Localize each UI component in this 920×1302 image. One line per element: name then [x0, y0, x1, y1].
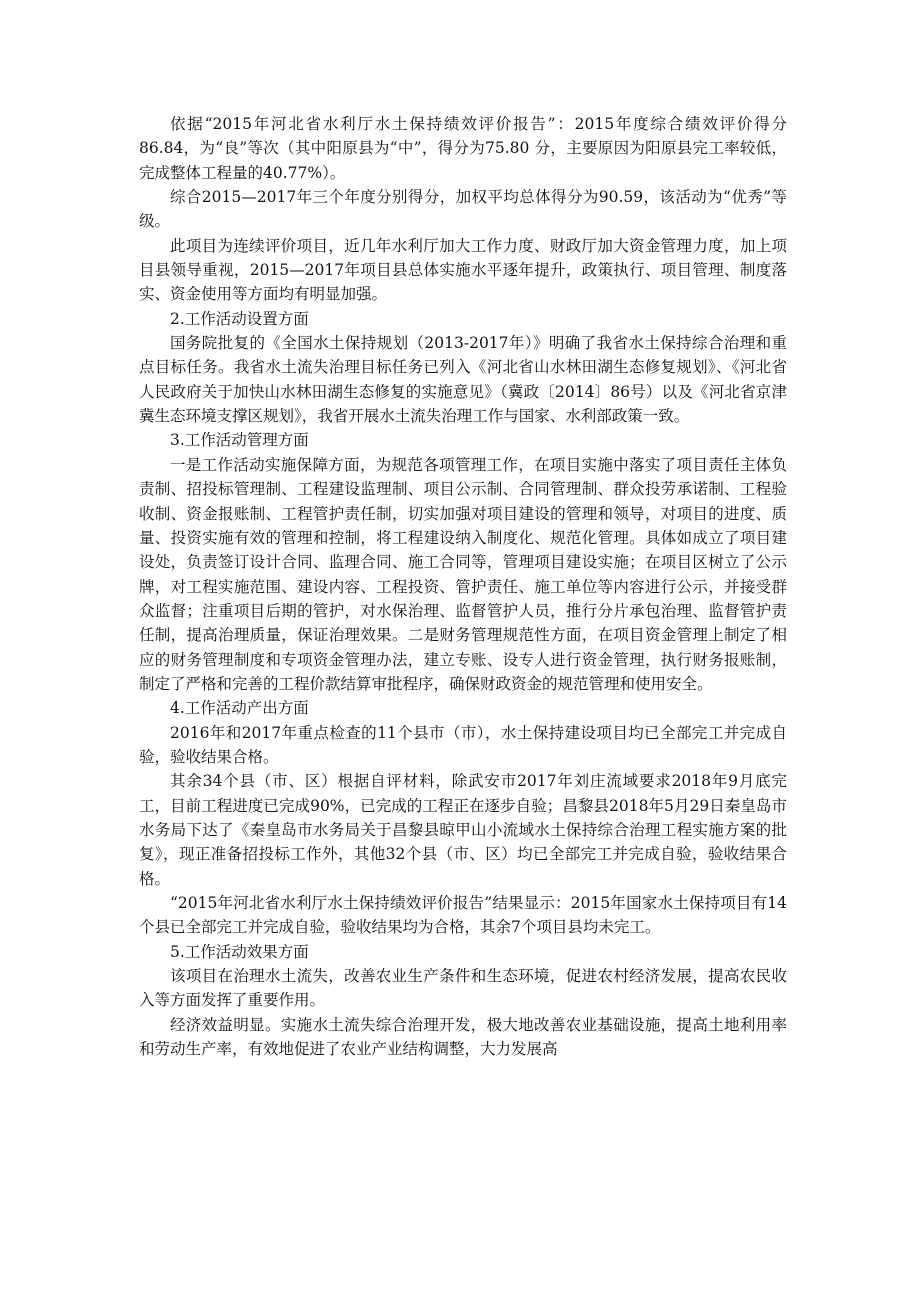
document-body: [139, 112, 787, 1061]
section-heading-activity-setup: 2.工作活动设置方面: [170, 309, 309, 328]
paragraph-activity-management: 一是工作活动实施保障方面，为规范各项管理工作，在项目实施中落实了项目责任主体负责制、招投标管理制、工程建设监理制、项目公示制、合同管理制、群众投劳承诺制、工程验收制、资金报账制、工程管护责任制，切实加强对项目建设的管理和领导，对项目的进度、质量、投资实施有效的管理和控制，将工程建设纳入制度化、规范化管理。具体如成立了项目建设处，负责签订设计合同、监理合同、施工合同等，管理项目建设实施；在项目区树立了公示牌，对工程实施范围、建设内容、工程投资、管护责任、施工单位等内容进行公示，并接受群众监督；注重项目后期的管护，对水保治理、监督管护人员，推行分片承包治理、监督管护责任制，提高治理质量，保证治理效果。二是财务管理规范性方面，在项目资金管理上制定了相应的财务管理制度和专项资金管理办法，建立专账、设专人进行资金管理，执行财务报账制，制定了严格和完善的工程价款结算审批程序，确保财政资金的规范管理和使用安全。: [139, 455, 787, 693]
paragraph-2015-report-result: “2015年河北省水利厅水土保持绩效评价报告”结果显示：2015年国家水土保持项目有14个县已全部完工并完成自验，验收结果均为合格，其余7个项目县均未完工。: [139, 894, 787, 937]
paragraph-economic-benefit: 经济效益明显。实施水土流失综合治理开发，极大地改善农业基础设施，提高土地利用率和劳动生产率，有效地促进了农业产业结构调整，大力发展高: [139, 1015, 787, 1059]
section-heading-activity-management: 3.工作活动管理方面: [170, 431, 309, 450]
paragraph-key-inspection: 2016年和2017年重点检查的11个县市（市），水土保持建设项目均已全部完工并完成自验，验收结果合格。: [139, 723, 787, 766]
paragraph-project-role: 该项目在治理水土流失，改善农业生产条件和生态环境，促进农村经济发展，提高农民收入等方面发挥了重要作用。: [139, 967, 787, 1010]
section-heading-activity-effect: 5.工作活动效果方面: [170, 942, 309, 961]
paragraph-continuous-evaluation: 此项目为连续评价项目，近几年水利厅加大工作力度、财政厅加大资金管理力度，加上项目县领导重视，2015—2017年项目县总体实施水平逐年提升，政策执行、项目管理、制度落实、资金使用等方面均有明显加强。: [139, 236, 787, 304]
paragraph-activity-setup: 国务院批复的《全国水土保持规划（2013-2017年）》明确了我省水土保持综合治理和重点目标任务。我省水土流失治理目标任务已列入《河北省山水林田湖生态修复规划》、《河北省人民政府关于加快山水林田湖生态修复的实施意见》（冀政〔2014〕86号）以及《河北省京津冀生态环境支撑区规划》，我省开展水土流失治理工作与国家、水利部政策一致。: [139, 334, 787, 426]
paragraph-2015-evaluation: 依据“2015年河北省水利厅水土保持绩效评价报告”：2015年度综合绩效评价得分86.84，为“良”等次（其中阳原县为“中”，得分为75.80 分，主要原因为阳原县完工率较低，完成整体工程量的40.77%）。: [139, 115, 787, 182]
paragraph-weighted-score: 综合2015—2017年三个年度分别得分，加权平均总体得分为90.59，该活动为“优秀”等级。: [139, 188, 787, 231]
paragraph-remaining-counties: 其余34个县（市、区）根据自评材料，除武安市2017年刘庄流域要求2018年9月底完工，目前工程进度已完成90%，已完成的工程正在逐步自验；昌黎县2018年5月29日秦皇岛市水务局下达了《秦皇岛市水务局关于昌黎县晾甲山小流域水土保持综合治理工程实施方案的批复》，现正准备招投标工作外，其他32个县（市、区）均已全部完工并完成自验，验收结果合格。: [139, 772, 787, 888]
section-heading-activity-output: 4.工作活动产出方面: [170, 699, 309, 718]
